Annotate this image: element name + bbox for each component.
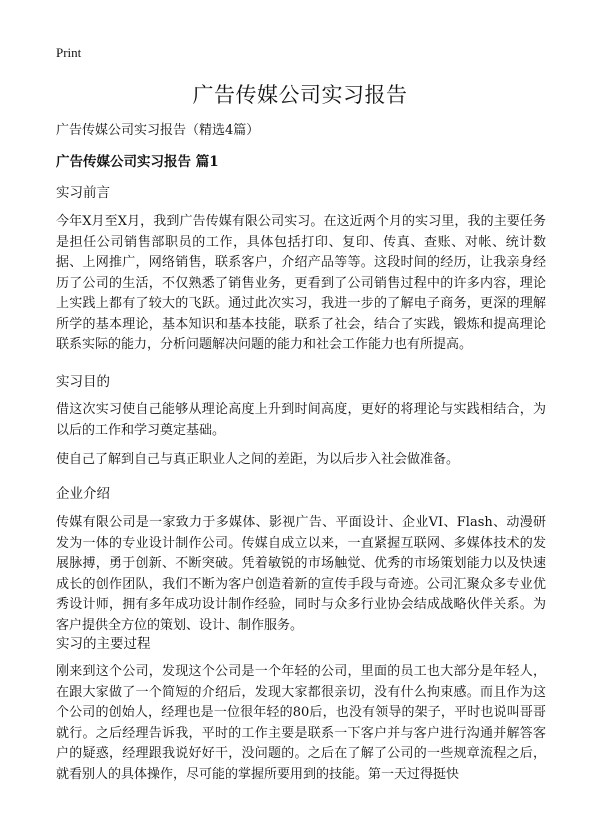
- paragraph-process: 刚来到这个公司，发现这个公司是一个年轻的公司，里面的员工也大部分是年轻人，在跟大家做了一个简短的介绍后，发现大家都很亲切，没有什么拘束感。而且作为这个公司的创始人，经理也是一位很年轻的80后，也没有领导的架子，平时也说叫哥哥就行。之后经理告诉我，平时的工作主要是联系一下客户并与客户进行沟通并解答客户的疑惑，经理跟我说好好干，没问题的。之后在了解了公司的一些规章流程之后，就看别人的具体操作，尽可能的掌握所要用到的技能。第一天过得挺快: [56, 664, 546, 782]
- section-label-purpose: 实习目的: [56, 374, 110, 390]
- section-heading: 广告传媒公司实习报告 篇1: [56, 154, 219, 170]
- print-link[interactable]: Print: [56, 45, 82, 60]
- section-label-company: 企业介绍: [56, 486, 110, 502]
- paragraph-preface: 今年X月至X月，我到广告传媒有限公司实习。在这近两个月的实习里，我的主要任务是担任公司销售部职员的工作，具体包括打印、复印、传真、查账、对帐、统计数据、上网推广，网络销售，联系客户，介绍产品等等。这段时间的经历，让我亲身经历了公司的生活，不仅熟悉了销售业务，更看到了公司销售过程中的许多内容，理论上实践上都有了较大的飞跃。通过此次实习，我进一步的了解电子商务，更深的理解所学的基本理论，基本知识和基本技能，联系了社会，结合了实践，锻炼和提高理论联系实际的能力，分析问题解决问题的能力和社会工作能力也有所提高。: [56, 214, 546, 352]
- page-title: 广告传媒公司实习报告: [192, 83, 408, 107]
- paragraph-purpose-1: 借这次实习使自己能够从理论高度上升到时间高度，更好的将理论与实践相结合，为以后的工作和学习奠定基础。: [56, 402, 546, 438]
- paragraph-purpose-2: 使自己了解到自己与真正职业人之间的差距，为以后步入社会做准备。: [56, 452, 460, 467]
- section-label-preface: 实习前言: [56, 185, 110, 201]
- document-subtitle: 广告传媒公司实习报告（精选4篇）: [56, 123, 260, 138]
- paragraph-company: 传媒有限公司是一家致力于多媒体、影视广告、平面设计、企业VI、Flash、动漫研发为一体的专业设计制作公司。传媒自成立以来，一直紧握互联网、多媒体技术的发展脉搏，勇于创新、不断突破。凭着敏锐的市场触觉、优秀的市场策划能力以及快速成长的创作团队，我们不断为客户创造着新的宣传手段与奇迹。公司汇聚众多专业优秀设计师，拥有多年成功设计制作经验，同时与众多行业协会结成战略伙伴关系。为客户提供全方位的策划、设计、制作服务。: [56, 515, 546, 633]
- section-label-process: 实习的主要过程: [56, 636, 151, 652]
